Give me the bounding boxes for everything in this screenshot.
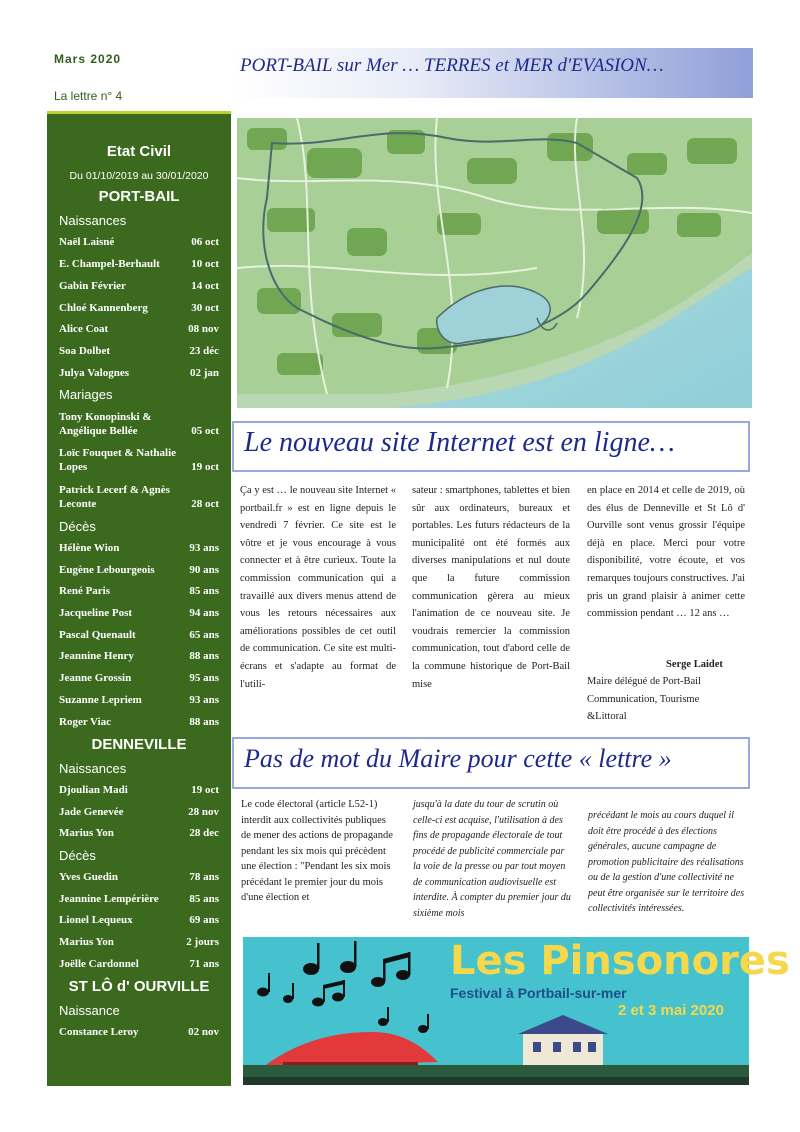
person-name: Jeannine Lempérière xyxy=(59,893,159,905)
category-label: Naissances xyxy=(59,761,127,776)
sidebar-date-range: Du 01/10/2019 au 30/01/2020 xyxy=(69,170,209,182)
person-name: Jeannine Henry xyxy=(59,650,134,662)
legal-column: Le code électoral (article L52-1) interdit aux collectivités publiques de mener des actions de propagande pendant les six mois qui précèdent une élection : "Pendant les six mois précédant le premier jour du mois d'une élection et xyxy=(241,799,393,903)
person-name: Constance Leroy xyxy=(59,1026,139,1038)
issue-date: Mars 2020 xyxy=(54,52,122,66)
row-value: 88 ans xyxy=(189,650,219,662)
row-value: 88 ans xyxy=(189,716,219,728)
category-label: Naissances xyxy=(59,213,127,228)
row-value: 85 ans xyxy=(189,893,219,905)
territory-map-image xyxy=(237,118,752,408)
town-heading-st-lo: ST LÔ d' OURVILLE xyxy=(68,978,210,995)
person-name: Jade Genevée xyxy=(59,806,124,818)
article-headline: Pas de mot du Maire pour cette « lettre » xyxy=(244,744,672,773)
person-name: Eugène Lebourgeois xyxy=(59,564,155,576)
row-value: 78 ans xyxy=(189,871,219,883)
person-name: E. Champel-Berhault xyxy=(59,258,160,270)
row-value: 90 ans xyxy=(189,564,219,576)
person-name: Patrick Lecerf & Agnès Leconte xyxy=(59,484,170,510)
festival-dates: 2 et 3 mai 2020 xyxy=(618,1002,724,1019)
person-name: Naël Laisné xyxy=(59,236,115,248)
signature-name: Serge Laidet xyxy=(666,659,723,670)
town-heading-denneville: DENNEVILLE xyxy=(91,736,187,753)
row-value: 30 oct xyxy=(191,302,219,314)
row-value: 19 oct xyxy=(191,784,219,796)
row-value: 28 dec xyxy=(189,827,219,839)
festival-title: Les Pinsonores xyxy=(450,938,790,984)
person-name: Gabin Février xyxy=(59,280,126,292)
row-value: 10 oct xyxy=(191,258,219,270)
row-value: 02 jan xyxy=(189,367,219,379)
person-name: Tony Konopinski & Angélique Bellée xyxy=(59,411,152,437)
row-value: 65 ans xyxy=(189,629,219,641)
sidebar-title: Etat Civil xyxy=(106,143,172,160)
row-value: 93 ans xyxy=(189,542,219,554)
article-column: en place en 2014 et celle de 2019, où des élus de Denneville et St Lô d' Ourville sont venus grossir l'équipe déjà en place. Merci pour votre disponibilité, votre écoute, et vos remarques toujours constructives. J'ai pris un grand plaisir à animer cette commission pendant … 12 ans … xyxy=(587,485,745,620)
registry-row xyxy=(59,410,219,438)
registry-row xyxy=(59,483,219,511)
category-label: Mariages xyxy=(59,387,113,402)
person-name: Pascal Quenault xyxy=(59,629,136,641)
person-name: Yves Guedin xyxy=(59,871,118,883)
person-name: Marius Yon xyxy=(59,827,114,839)
person-name: Joëlle Cardonnel xyxy=(59,958,139,970)
article-column: Ça y est … le nouveau site Internet « portbail.fr » est en ligne depuis le vendredi 7 février. Ce site est le vôtre et je vous encourage à vous connecter et à être curieux. Toute la commission communication qui a travaillé aux divers menus attend de vous les retours nécessaires aux améliorations possibles de cet outil de communication. Ce site est multi-écrans et s'adapte au format de l'utili- xyxy=(240,485,396,690)
article-column: sateur : smartphones, tablettes et bien sûr aux ordinateurs, bureaux et portables. Les futurs rédacteurs de la municipalité ont été formés aux diverses manipulations et nul doute que la future commission communication gèrera au mieux l'animation de ce nouveau site. Je voudrais remercier la commission communication, tout d'abord celle de la commune historique de Port-Bail mise xyxy=(412,485,570,690)
signature-title: Maire délégué de Port-Bail Communication, Tourisme &Littoral xyxy=(587,676,702,723)
person-name: Marius Yon xyxy=(59,936,114,948)
row-value: 06 oct xyxy=(191,236,219,248)
row-value: 19 oct xyxy=(191,461,219,473)
person-name: Loïc Fouquet & Nathalie Lopes xyxy=(59,447,177,473)
row-value: 69 ans xyxy=(189,914,219,926)
row-value: 28 oct xyxy=(191,498,219,510)
row-value: 94 ans xyxy=(189,607,219,619)
row-value: 08 nov xyxy=(188,323,219,335)
newsletter-title: PORT-BAIL sur Mer … TERRES et MER d'EVASION… xyxy=(240,55,664,76)
person-name: Roger Viac xyxy=(59,716,112,728)
article-headline: Le nouveau site Internet est en ligne… xyxy=(244,427,675,458)
legal-column: précédant le mois au cours duquel il doit être procédé à des élections générales, aucune campagne de promotion publicitaire des réalisations ou de la gestion d'une collectivité ne peut être organisée sur le territoire des collectivités intéressées. xyxy=(588,810,745,914)
issue-number: La lettre n° 4 xyxy=(54,89,123,103)
category-label: Décès xyxy=(59,848,96,863)
row-value: 02 nov xyxy=(188,1026,219,1038)
category-label: Décès xyxy=(59,519,96,534)
row-value: 05 oct xyxy=(191,425,219,437)
person-name: Julya Valognes xyxy=(59,367,129,379)
person-name: Hélène Wion xyxy=(59,542,120,554)
person-name: Jacqueline Post xyxy=(59,607,133,619)
row-value: 93 ans xyxy=(189,694,219,706)
person-name: Jeanne Grossin xyxy=(59,672,132,684)
town-heading-portbail: PORT-BAIL xyxy=(98,188,180,205)
person-name: Suzanne Lepriem xyxy=(59,694,142,706)
row-value: 71 ans xyxy=(189,958,219,970)
person-name: Djoulian Madi xyxy=(59,784,128,796)
person-name: René Paris xyxy=(59,585,111,597)
row-value: 2 jours xyxy=(186,936,219,948)
person-name: Alice Coat xyxy=(59,323,109,335)
person-name: Chloé Kannenberg xyxy=(59,302,148,314)
row-value: 14 oct xyxy=(191,280,219,292)
legal-column: jusqu'à la date du tour de scrutin où celle-ci est acquise, l'utilisation à des fins de propagande électorale de tout procédé de publicité commerciale par la voie de la presse ou par tout moyen de communication audiovisuelle est interdite. À compter du premier jour du sixième mois xyxy=(413,799,571,919)
row-value: 95 ans xyxy=(189,672,219,684)
registry-row xyxy=(59,446,219,474)
category-label: Naissance xyxy=(59,1003,120,1018)
row-value: 23 déc xyxy=(189,345,219,357)
etat-civil-sidebar xyxy=(47,114,231,1086)
person-name: Soa Dolbet xyxy=(59,345,111,357)
festival-subtitle: Festival à Portbail-sur-mer xyxy=(450,985,627,1001)
person-name: Lionel Lequeux xyxy=(59,914,133,926)
row-value: 85 ans xyxy=(189,585,219,597)
row-value: 28 nov xyxy=(188,806,219,818)
